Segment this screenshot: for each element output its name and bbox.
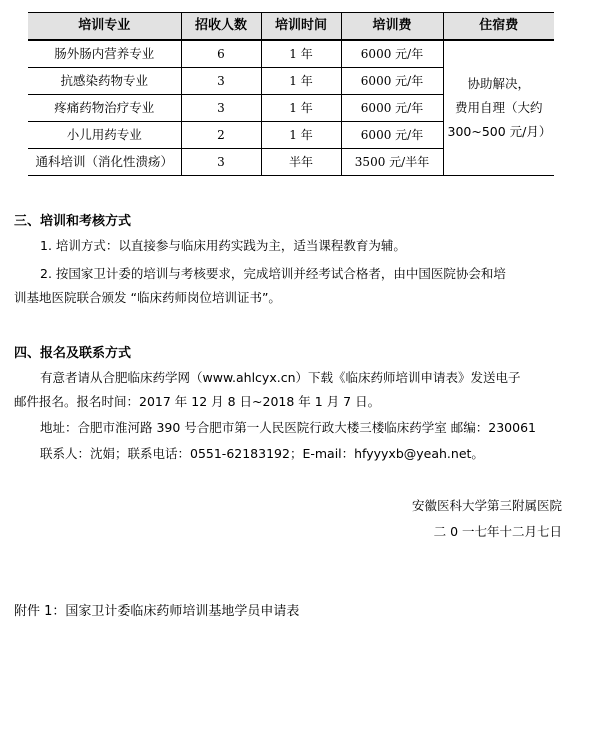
table-header-row [28,13,554,41]
cell-duration: 1 年 [261,40,341,68]
header-lodging: 住宿费 [443,13,554,41]
cell-duration: 半年 [261,149,341,176]
address-text: 地址：合肥市淮河路 390 号合肥市第一人民医院行政大楼三楼临床药学室 邮编：230061 [40,420,536,435]
cell-major: 通科培训（消化性溃疡） [28,149,181,176]
cell-major: 肠外肠内营养专业 [28,40,181,68]
cell-count: 3 [181,95,261,122]
cell-major: 小儿用药专业 [28,122,181,149]
cell-lodging [443,40,554,176]
header-major: 培训专业 [28,13,181,41]
lodging-line: 300~500 元/月） [447,124,552,139]
signature-date: 二 0 一七年十二月七日 [433,524,562,539]
cell-duration: 1 年 [261,68,341,95]
lodging-line: 费用自理（大约 [454,100,543,115]
cell-fee: 6000 元/年 [341,68,443,95]
cell-count: 2 [181,122,261,149]
contact-text: 联系人：沈娟；联系电话：0551-62183192；E-mail：hfyyyxb@yeah.net。 [40,446,484,461]
registration-text-line2: 邮件报名。报名时间：2017 年 12 月 8 日~2018 年 1 月 7 日。 [14,394,381,409]
cell-count: 3 [181,149,261,176]
section-heading-training: 三、培训和考核方式 [14,214,132,229]
assessment-text-line2: 训基地医院联合颁发 “临床药师岗位培训证书”。 [14,290,281,305]
cell-duration: 1 年 [261,95,341,122]
cell-count: 3 [181,68,261,95]
cell-duration: 1 年 [261,122,341,149]
cell-major: 抗感染药物专业 [28,68,181,95]
header-count: 招收人数 [181,13,261,41]
training-method-text: 1. 培训方式：以直接参与临床用药实践为主，适当课程教育为辅。 [40,238,406,253]
assessment-text-line1: 2. 按国家卫计委的培训与考核要求，完成培训并经考试合格者，由中国医院协会和培 [40,266,506,281]
cell-fee: 6000 元/年 [341,122,443,149]
lodging-line: 协助解决， [467,76,530,91]
header-fee: 培训费 [341,13,443,41]
section-heading-registration: 四、报名及联系方式 [14,346,132,361]
cell-count: 6 [181,40,261,68]
table-row [28,40,554,68]
cell-fee: 6000 元/年 [341,95,443,122]
cell-major: 疼痛药物治疗专业 [28,95,181,122]
header-duration: 培训时间 [261,13,341,41]
training-table [28,12,554,176]
attachment-line: 附件 1：国家卫计委临床药师培训基地学员申请表 [14,604,300,619]
signature-org: 安徽医科大学第三附属医院 [411,498,562,513]
cell-fee: 6000 元/年 [341,40,443,68]
cell-fee: 3500 元/半年 [341,149,443,176]
registration-text-line1: 有意者请从合肥临床药学网（www.ahlcyx.cn）下载《临床药师培训申请表》发送电子 [40,370,521,385]
